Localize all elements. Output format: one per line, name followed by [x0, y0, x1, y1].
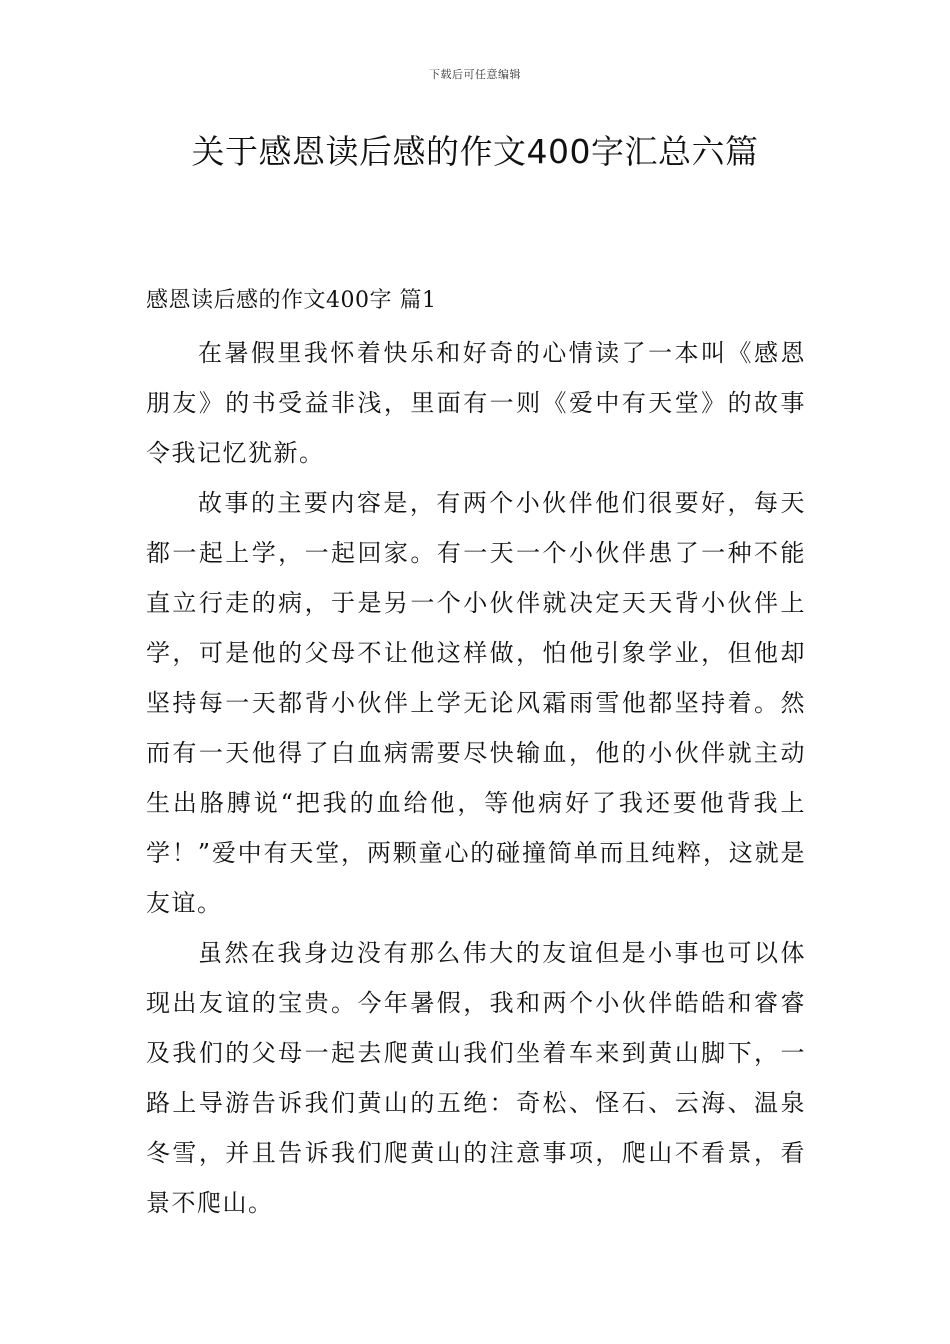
section-heading: 感恩读后感的作文400字 篇1 [146, 288, 437, 313]
document-body [146, 282, 806, 1228]
document-title: 关于感恩读后感的作文400字汇总六篇 [191, 132, 759, 171]
paragraph-3: 虽然在我身边没有那么伟大的友谊但是小事也可以体现出友谊的宝贵。今年暑假，我和两个小伙伴皓皓和睿睿及我们的父母一起去爬黄山我们坐着车来到黄山脚下，一路上导游告诉我们黄山的五绝：奇松、怪石、云海、温泉冬雪，并且告诉我们爬黄山的注意事项，爬山不看景，看景不爬山。 [146, 939, 806, 1217]
header-note: 下载后可任意编辑 [429, 68, 521, 81]
paragraph-1: 在暑假里我怀着快乐和好奇的心情读了一本叫《感恩朋友》的书受益非浅，里面有一则《爱中有天堂》的故事令我记忆犹新。 [146, 339, 806, 467]
paragraph-2: 故事的主要内容是，有两个小伙伴他们很要好，每天都一起上学，一起回家。有一天一个小伙伴患了一种不能直立行走的病，于是另一个小伙伴就决定天天背小伙伴上学，可是他的父母不让他这样做，怕他引象学业，但他却坚持每一天都背小伙伴上学无论风霜雨雪他都坚持着。然而有一天他得了白血病需要尽快输血，他的小伙伴就主动生出胳膊说“把我的血给他，等他病好了我还要他背我上学！”爱中有天堂，两颗童心的碰撞简单而且纯粹，这就是友谊。 [146, 489, 806, 917]
